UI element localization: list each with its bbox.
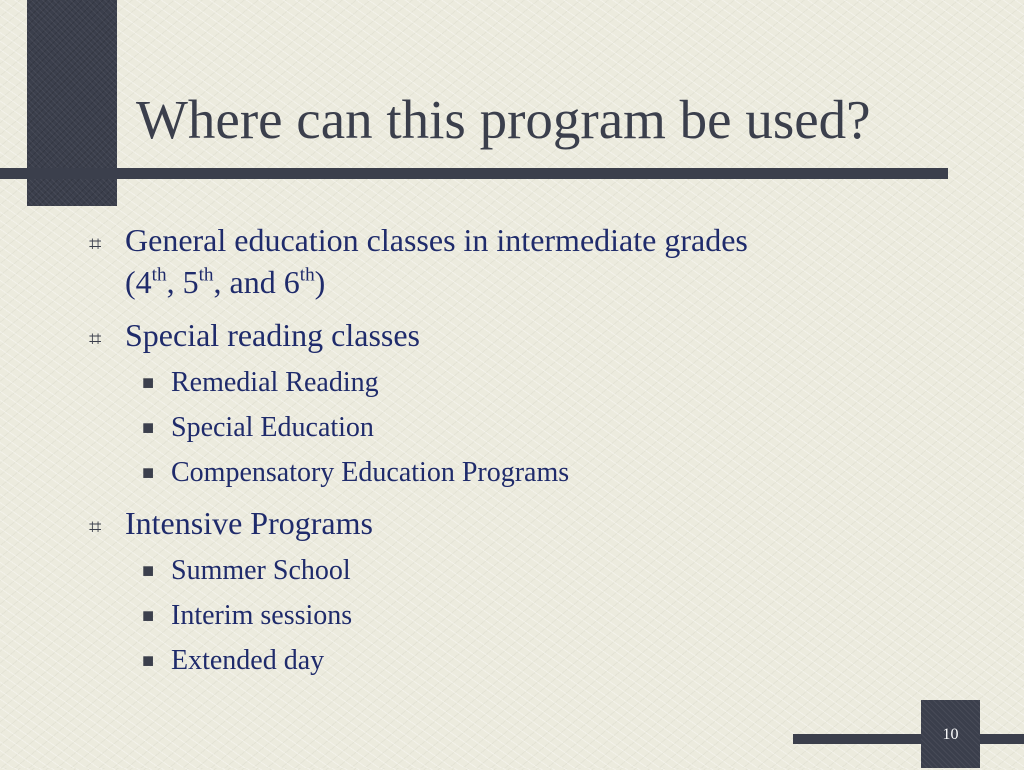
list-item	[89, 219, 945, 261]
square-bullet-icon: ■	[142, 462, 155, 484]
sub-list-item	[142, 643, 931, 679]
list-item	[89, 314, 945, 356]
list-item-text: Intensive Programs	[125, 505, 373, 541]
sub-list-item-text: Remedial Reading	[171, 367, 379, 398]
title-underline-rule	[0, 168, 948, 179]
list-item	[89, 502, 945, 544]
sub-list-item	[142, 410, 931, 446]
grade-text: (4	[125, 264, 152, 300]
page-number: 10	[942, 726, 959, 743]
sub-list-item	[142, 455, 931, 491]
square-bullet-icon: ■	[142, 417, 155, 439]
ordinal-suffix: th	[151, 264, 167, 286]
hash-bullet-icon: ⌗	[89, 231, 102, 256]
list-item-continuation	[125, 261, 945, 303]
list-item-text: Special reading classes	[125, 317, 420, 353]
list-item-text: General education classes in intermediate grades	[125, 222, 748, 258]
sub-list-item-text: Extended day	[171, 645, 325, 676]
hash-bullet-icon: ⌗	[89, 514, 102, 539]
grade-text: )	[314, 264, 326, 300]
sub-list-item	[142, 553, 931, 589]
sub-list-item-text: Summer School	[171, 555, 351, 586]
sub-list-item-text: Special Education	[171, 412, 374, 443]
ordinal-suffix: th	[198, 264, 214, 286]
page-number-badge	[921, 700, 980, 768]
grade-text: , and 6	[213, 264, 300, 300]
sub-list-item-text: Interim sessions	[171, 600, 353, 631]
square-bullet-icon: ■	[142, 650, 155, 672]
sub-list-item-text: Compensatory Education Programs	[171, 457, 570, 488]
ordinal-suffix: th	[299, 264, 315, 286]
hash-bullet-icon: ⌗	[89, 326, 102, 351]
footer-rule	[793, 734, 1024, 744]
sub-list-item	[142, 365, 931, 401]
sub-list-item	[142, 598, 931, 634]
square-bullet-icon: ■	[142, 372, 155, 394]
grade-text: , 5	[166, 264, 199, 300]
square-bullet-icon: ■	[142, 560, 155, 582]
slide-title: Where can this program be used?	[136, 89, 871, 150]
square-bullet-icon: ■	[142, 605, 155, 627]
